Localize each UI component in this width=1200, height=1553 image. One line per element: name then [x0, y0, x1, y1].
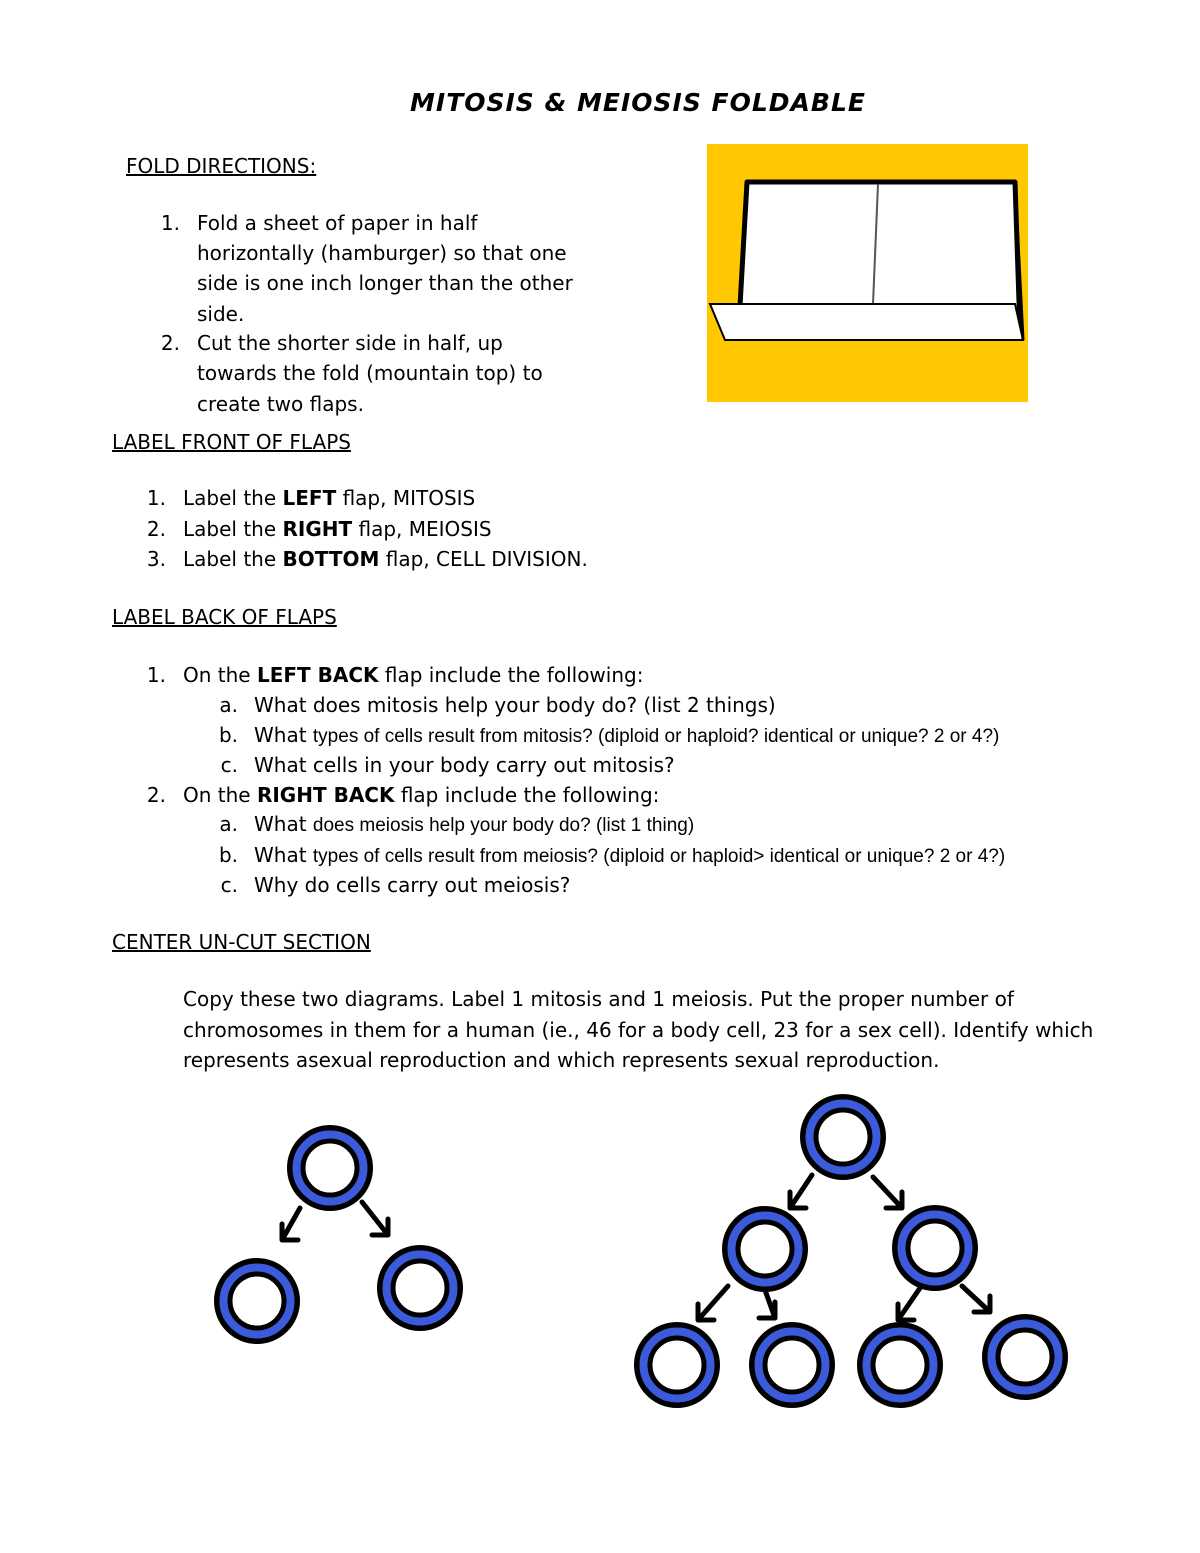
step-line: Fold a sheet of paper in half [197, 211, 478, 235]
item-text: On the [183, 783, 257, 807]
item-bold-text: RIGHT [282, 517, 353, 541]
item-number: 2. [146, 783, 166, 807]
division-arrow [898, 1288, 920, 1320]
meiosis-gamete-cell [637, 1325, 717, 1405]
item-text: On the [183, 663, 257, 687]
mitosis-parent-cell [290, 1128, 370, 1208]
meiosis-parent-cell [803, 1097, 883, 1177]
cell-division-diagrams [0, 1080, 1200, 1520]
step-line: Cut the shorter side in half, up [197, 331, 503, 355]
step-line: side. [197, 302, 245, 326]
mitosis-daughter-cell [217, 1261, 297, 1341]
item-number: 1. [146, 663, 166, 687]
subitem-letter: a. [219, 812, 238, 836]
step-line: horizontally (hamburger) so that one [197, 241, 567, 265]
item-number: 1. [146, 486, 166, 510]
step-number: 1. [160, 211, 180, 235]
division-arrow [790, 1175, 812, 1208]
item-number: 2. [146, 517, 166, 541]
item-text: Label the [183, 517, 283, 541]
step-line: towards the fold (mountain top) to [197, 361, 543, 385]
subitem-text: What does mitosis help your body do? (list 2 things) [254, 693, 776, 717]
cell-circles [217, 1097, 1065, 1405]
item-text: Label the [183, 486, 283, 510]
item-bold-text: LEFT [282, 486, 337, 510]
meiosis-gamete-cell [985, 1317, 1065, 1397]
center-instructions: Copy these two diagrams. Label 1 mitosis and 1 meiosis. Put the proper number of chromosomes in them for a human (ie., 46 for a body cell, 23 for a sex cell). Identify which represents asexual reproduction and which represents sexual reproduction. [183, 987, 1094, 1072]
item-bold-text: BOTTOM [282, 547, 380, 571]
division-arrow [759, 1290, 775, 1318]
subitem-text: types of cells result from meiosis? (diploid or haploid> identical or unique? 2 or 4?) [312, 846, 1006, 867]
subitem-text: Why do cells carry out meiosis? [254, 873, 571, 897]
subitem-letter: c. [220, 753, 238, 777]
division-arrow [698, 1286, 728, 1320]
subitem-letter: a. [219, 693, 238, 717]
division-arrow [282, 1208, 300, 1240]
subitem-text: What [254, 723, 313, 747]
meiosis-intermediate-cell [895, 1208, 975, 1288]
division-arrow [962, 1286, 990, 1312]
division-arrow [873, 1177, 902, 1208]
meiosis-gamete-cell [752, 1325, 832, 1405]
meiosis-intermediate-cell [725, 1209, 805, 1289]
item-text: flap include the following: [378, 663, 644, 687]
step-number: 2. [160, 331, 180, 355]
center-section-heading: CENTER UN-CUT SECTION [112, 930, 371, 954]
subitem-text: types of cells result from mitosis? (diploid or haploid? identical or unique? 2 or 4?) [312, 726, 1000, 747]
item-text: flap include the following: [394, 783, 660, 807]
subitem-letter: c. [220, 873, 238, 897]
meiosis-gamete-cell [860, 1325, 940, 1405]
fold-directions-heading: FOLD DIRECTIONS: [126, 154, 317, 178]
subitem-text: What cells in your body carry out mitosis? [254, 753, 675, 777]
item-number: 3. [146, 547, 166, 571]
subitem-text: What [254, 812, 313, 836]
page-title: MITOSIS & MEIOSIS FOLDABLE [410, 88, 866, 117]
item-bold-text: LEFT BACK [256, 663, 379, 687]
subitem-text: What [254, 843, 313, 867]
foldable-illustration [707, 144, 1028, 402]
item-text: flap, MITOSIS [336, 486, 476, 510]
item-bold-text: RIGHT BACK [256, 783, 395, 807]
item-text: flap, MEIOSIS [352, 517, 492, 541]
subitem-letter: b. [218, 843, 238, 867]
label-back-heading: LABEL BACK OF FLAPS [112, 605, 337, 629]
step-line: side is one inch longer than the other [197, 271, 573, 295]
mitosis-daughter-cell [380, 1248, 460, 1328]
label-front-heading: LABEL FRONT OF FLAPS [112, 430, 351, 454]
item-text: flap, CELL DIVISION. [379, 547, 588, 571]
subitem-text: does meiosis help your body do? (list 1 thing) [312, 815, 695, 836]
division-arrow [362, 1202, 388, 1235]
subitem-letter: b. [218, 723, 238, 747]
step-line: create two flaps. [197, 392, 364, 416]
item-text: Label the [183, 547, 283, 571]
